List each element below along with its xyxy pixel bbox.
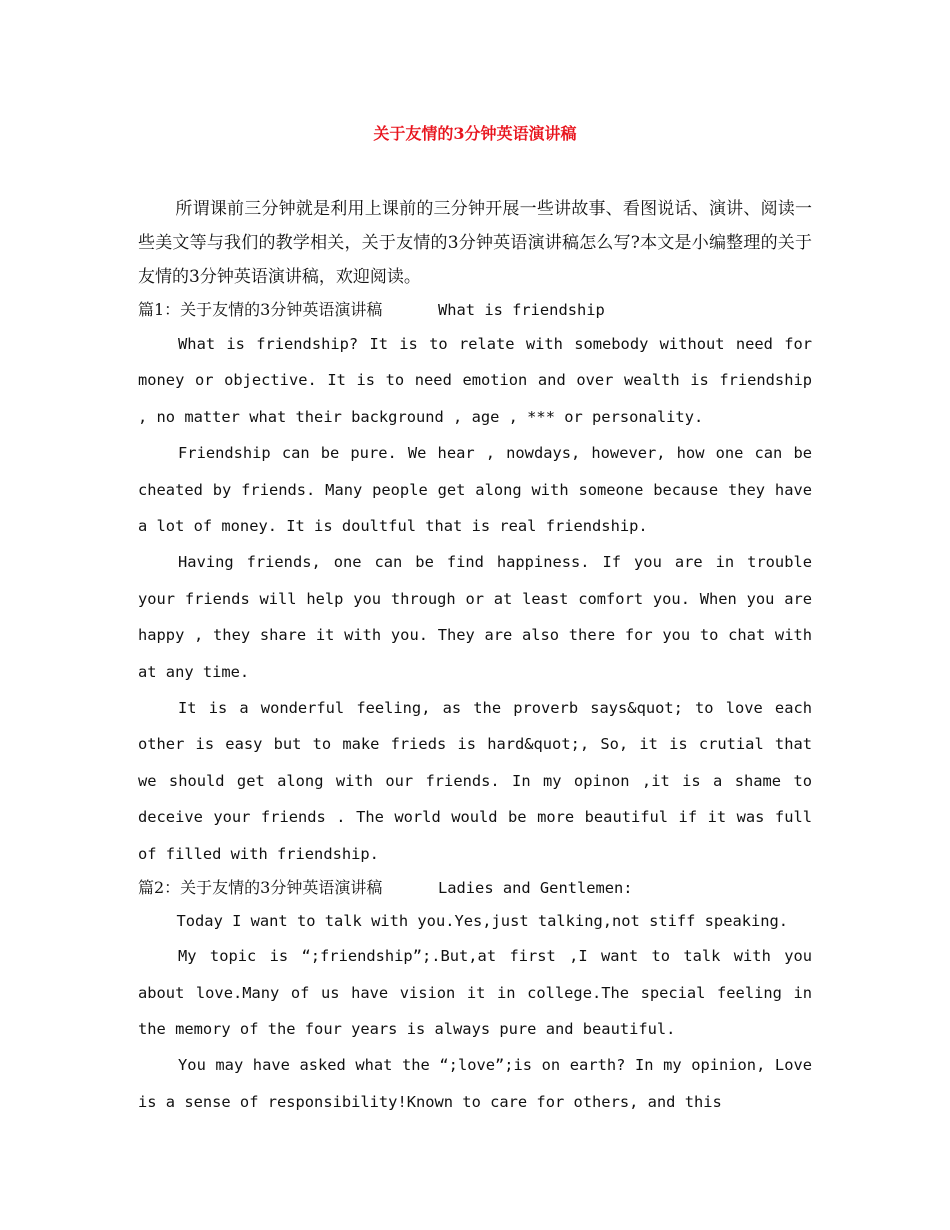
section-1-heading [138, 294, 812, 326]
section-1-paragraph: What is friendship? It is to relate with somebody without need for money or objective. It is to need emotion and over wealth is friendship , no matter what their background , age , *** or personality. [138, 335, 812, 426]
section-2-paragraph: My topic is “;friendship”;.But,at first ,I want to talk with you about love.Many of us have vision it in college.The special feeling in the memory of the four years is always pure and beautiful. [138, 947, 812, 1038]
section-2-paragraph: Today I want to talk with you.Yes,just talking,not stiff speaking. [176, 912, 789, 931]
section-2-subtitle: Ladies and Gentlemen: [437, 879, 633, 898]
section-1-paragraph: Having friends, one can be find happiness. If you are in trouble your friends will help you through or at least comfort you. When you are happy , they share it with you. They are also there for you to chat with at any time. [138, 553, 812, 681]
section-2-label: 篇2：关于友情的3分钟英语演讲稿 [138, 878, 383, 898]
intro-paragraph: 所谓课前三分钟就是利用上课前的三分钟开展一些讲故事、看图说话、演讲、阅读一些美文等与我们的教学相关，关于友情的3分钟英语演讲稿怎么写?本文是小编整理的关于友情的3分钟英语演讲稿，欢迎阅读。 [138, 199, 812, 287]
page-title: 关于友情的3分钟英语演讲稿 [373, 124, 577, 143]
section-1-label: 篇1：关于友情的3分钟英语演讲稿 [138, 300, 383, 319]
section-2-heading [138, 872, 812, 904]
section-1-paragraph: Friendship can be pure. We hear , nowdays, however, how one can be cheated by friends. Many people get along with someone because they have a lot of money. It is doultful that is real friendship. [138, 444, 812, 536]
document-body [138, 192, 812, 1120]
section-1-subtitle: What is friendship [437, 301, 605, 319]
section-1-paragraph: It is a wonderful feeling, as the proverb says&quot; to love each other is easy but to make frieds is hard&quot;, So, it is crutial that we should get along with our friends. In my opinon ,it is a shame to deceive your friends . The world would be more beautiful if it was full of filled with friendship. [138, 699, 812, 863]
section-2-paragraph: You may have asked what the “;love”;is on earth? In my opinion, Love is a sense of responsibility!Known to care for others, and this [138, 1056, 812, 1111]
